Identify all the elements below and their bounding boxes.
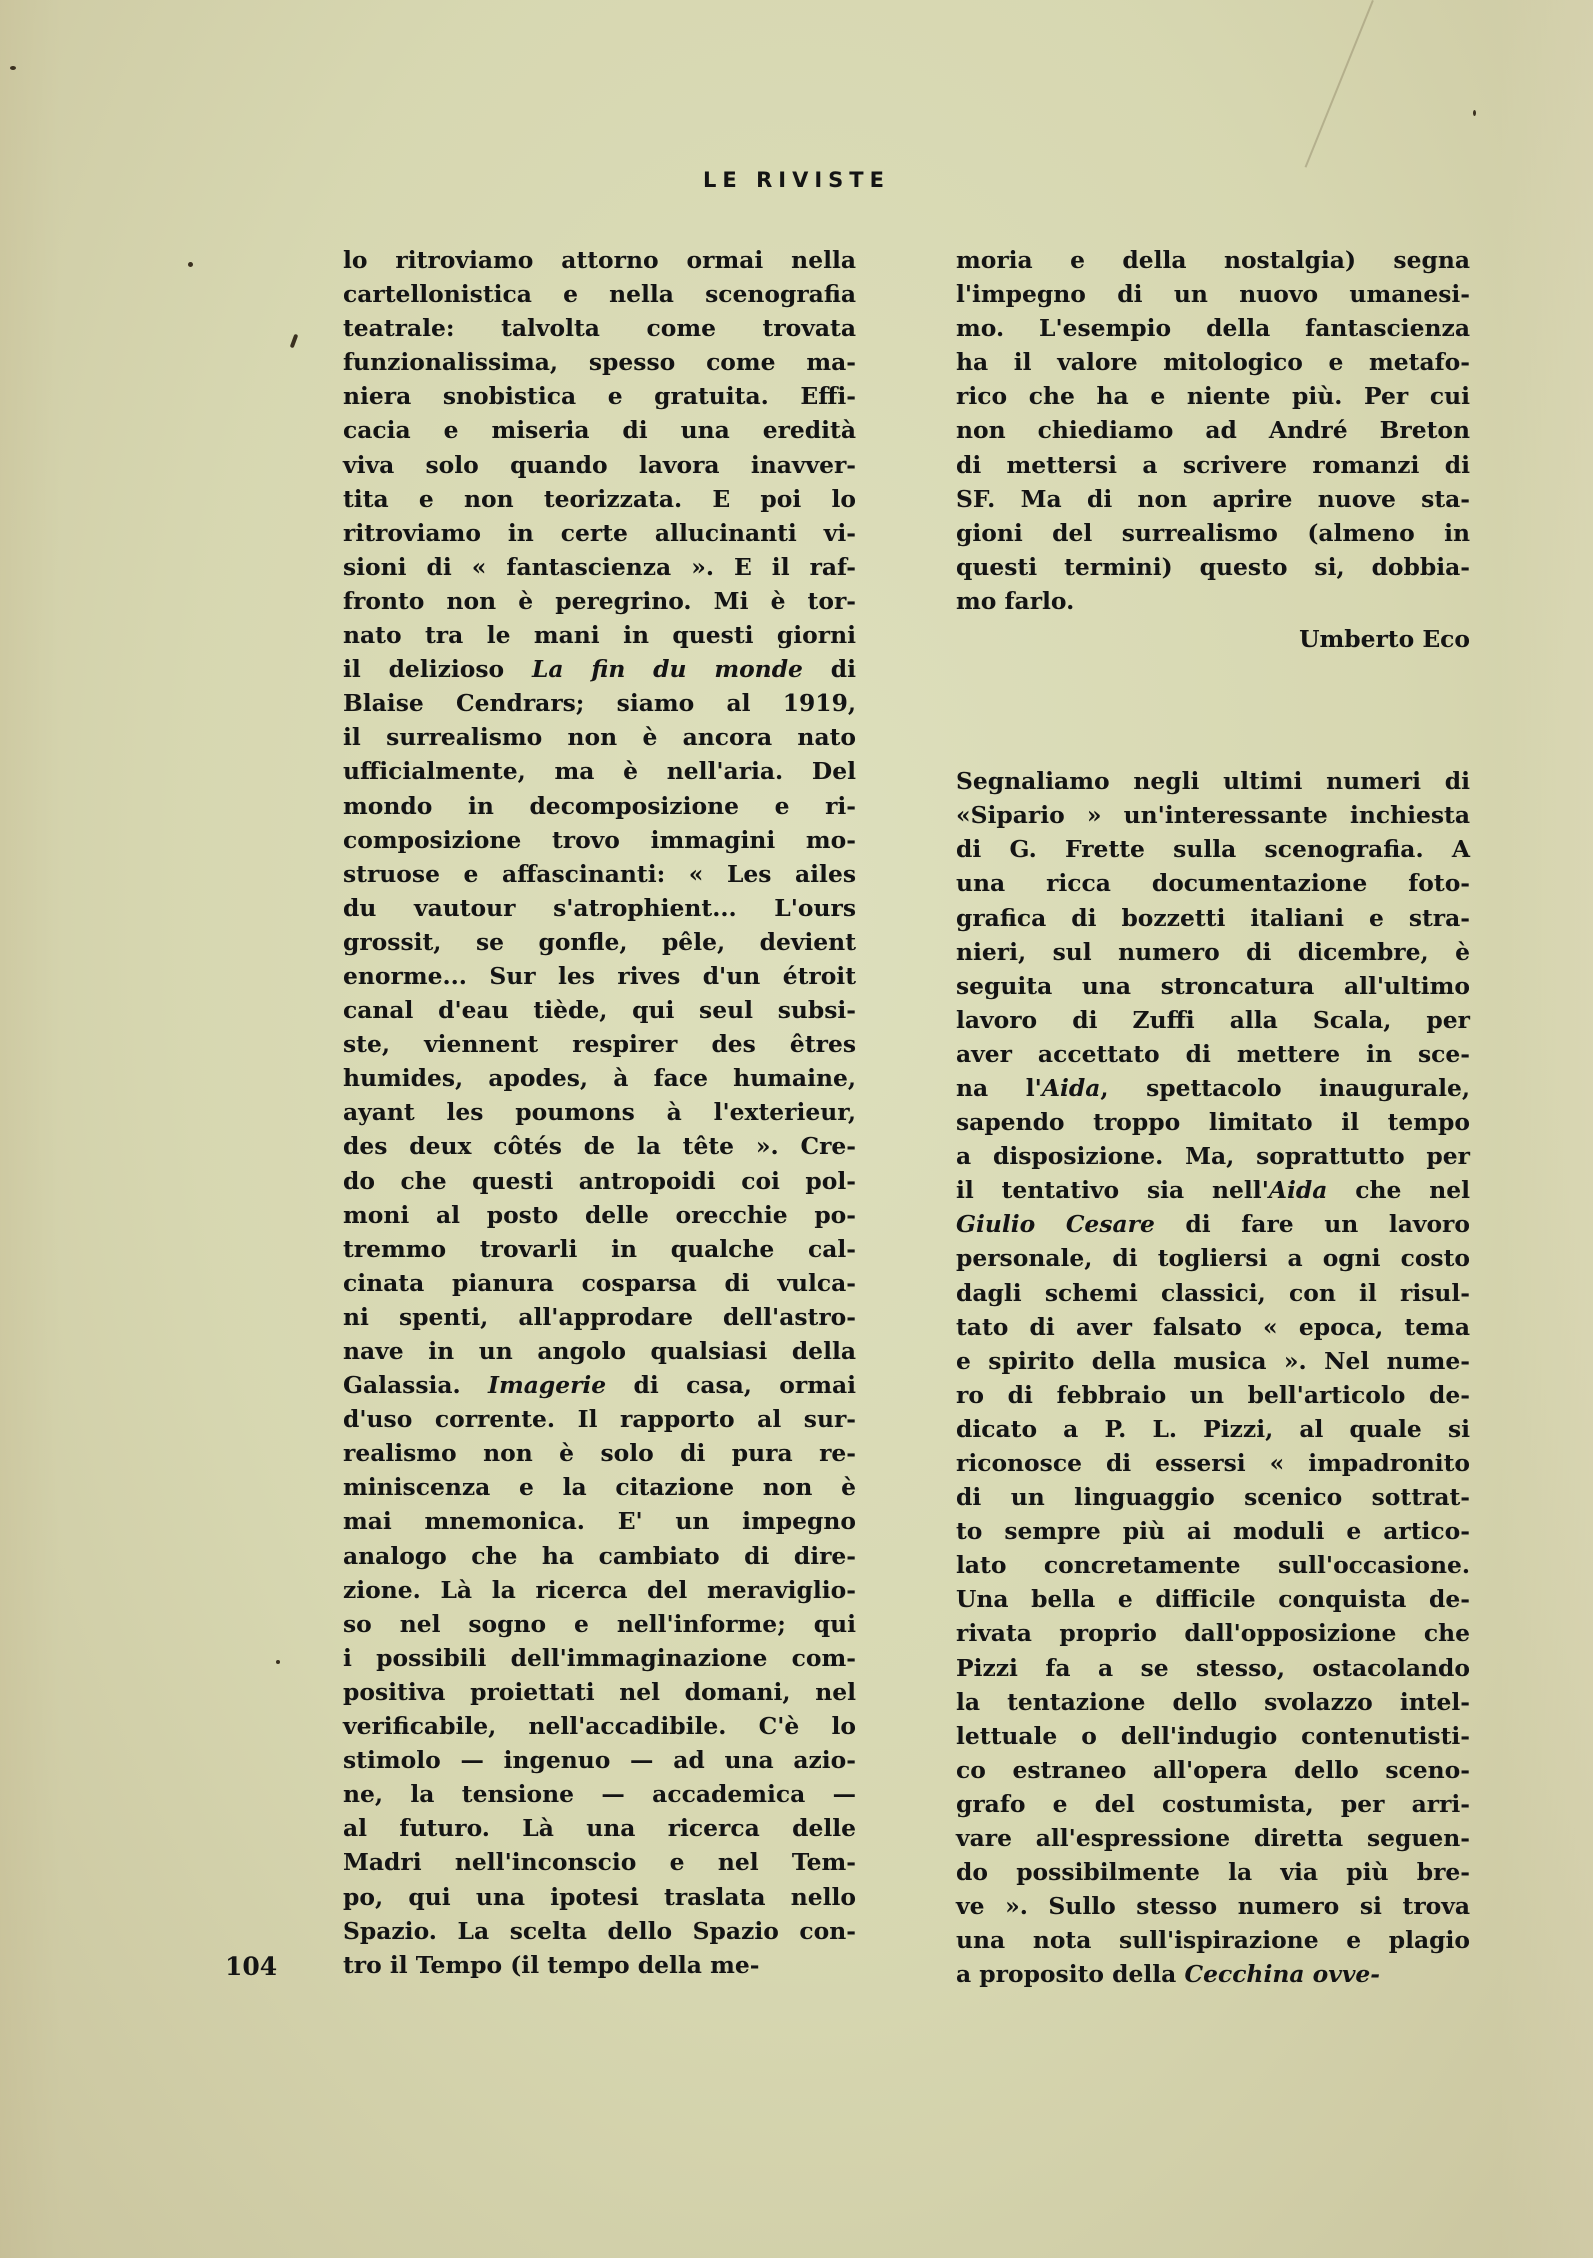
article-separator: [956, 656, 1470, 764]
paper-speck: [276, 1660, 280, 1664]
italic-title: Cecchina ovve-: [1184, 1960, 1381, 1989]
text-line: Blaise Cendrars; siamo al 1919,: [343, 689, 856, 718]
text-line: ro di febbraio un bell'articolo de-: [956, 1380, 1470, 1409]
text-line: rivata proprio dall'opposizione che: [956, 1619, 1470, 1648]
text-line: co estraneo all'opera dello sceno-: [956, 1755, 1470, 1784]
text-line: «Sipario » un'interessante inchiesta: [956, 801, 1470, 830]
text-line: nave in un angolo qualsiasi della: [343, 1337, 856, 1365]
text-line: tro il Tempo (il tempo della me-: [343, 1950, 760, 1979]
text-line: ni spenti, all'approdare dell'astro-: [343, 1302, 856, 1331]
text-line: ufficialmente, ma è nell'aria. Del: [343, 757, 856, 786]
text-line: una nota sull'ispirazione e plagio: [956, 1926, 1470, 1955]
text-line: rico che ha e niente più. Per cui: [956, 382, 1470, 411]
text-line: analogo che ha cambiato di dire-: [343, 1541, 856, 1570]
text-line: personale, di togliersi a ogni costo: [956, 1244, 1470, 1273]
text-line: nato tra le mani in questi giorni: [343, 621, 856, 650]
text-line: la tentazione dello svolazzo intel-: [956, 1687, 1470, 1716]
text-line: a proposito della Cecchina ovve-: [956, 1960, 1381, 1989]
text-line: po, qui una ipotesi traslata nello: [343, 1882, 856, 1911]
text-line: il delizioso La fin du monde di: [343, 655, 856, 684]
italic-title: La fin du monde: [531, 655, 803, 684]
text-line: ritroviamo in certe allucinanti vi-: [343, 518, 856, 547]
text-line: il surrealismo non è ancora nato: [343, 723, 856, 752]
text-line: gioni del surrealismo (almeno in: [956, 518, 1470, 547]
text-line: stimolo — ingenuo — ad una azio-: [343, 1746, 856, 1775]
italic-title: Imagerie: [488, 1371, 607, 1400]
article-sipario-review: [956, 764, 1470, 1991]
text-line: tita e non teorizzata. E poi lo: [343, 484, 856, 513]
text-line: lato concretamente sull'occasione.: [956, 1551, 1470, 1580]
paper-speck: [188, 262, 193, 267]
text-line: cartellonistica e nella scenografia: [343, 280, 856, 309]
text-line: cacia e miseria di una eredità: [343, 416, 856, 445]
text-line: moni al posto delle orecchie po-: [343, 1200, 856, 1229]
text-line: i possibili dell'immaginazione com-: [343, 1643, 856, 1672]
text-line: nieri, sul numero di dicembre, è: [956, 937, 1470, 966]
text-line: tato di aver falsato « epoca, tema: [956, 1312, 1470, 1341]
paper-crease: [1305, 0, 1374, 168]
paper-speck: [1473, 110, 1476, 116]
text-line: niera snobistica e gratuita. Effi-: [343, 382, 856, 411]
text-line: do che questi antropoidi coi pol-: [343, 1166, 856, 1195]
text-line: e spirito della musica ». Nel nume-: [956, 1346, 1470, 1375]
running-title: LE RIVISTE: [703, 168, 890, 192]
text-line: Giulio Cesare di fare un lavoro: [956, 1210, 1470, 1239]
text-line: viva solo quando lavora inavver-: [343, 450, 856, 479]
italic-title: Aida: [1041, 1073, 1101, 1102]
text-line: sapendo troppo limitato il tempo: [956, 1108, 1470, 1137]
text-line: Galassia. Imagerie di casa, ormai: [343, 1371, 856, 1400]
text-line: mai mnemonica. E' un impegno: [343, 1507, 856, 1536]
text-line: mondo in decomposizione e ri-: [343, 791, 856, 820]
text-line: di mettersi a scrivere romanzi di: [956, 450, 1470, 479]
text-line: du vautour s'atrophient... L'ours: [343, 893, 856, 922]
text-line: dagli schemi classici, con il risul-: [956, 1278, 1470, 1307]
text-line: enorme... Sur les rives d'un étroit: [343, 961, 856, 990]
text-line: Segnaliamo negli ultimi numeri di: [956, 767, 1470, 796]
text-line: dicato a P. L. Pizzi, al quale si: [956, 1414, 1470, 1443]
text-line: positiva proiettati nel domani, nel: [343, 1677, 856, 1706]
text-line: fronto non è peregrino. Mi è tor-: [343, 586, 856, 615]
text-line: miniscenza e la citazione non è: [343, 1473, 856, 1502]
text-line: des deux côtés de la tête ». Cre-: [343, 1132, 856, 1161]
text-line: na l'Aida, spettacolo inaugurale,: [956, 1073, 1470, 1102]
text-line: ayant les poumons à l'exterieur,: [343, 1098, 856, 1127]
text-line: a disposizione. Ma, soprattutto per: [956, 1142, 1470, 1171]
text-line: mo farlo.: [956, 586, 1075, 615]
text-line: il tentativo sia nell'Aida che nel: [956, 1176, 1470, 1205]
article-eco-conclusion: [956, 243, 1470, 618]
right-column: [956, 243, 1470, 1992]
text-line: Madri nell'inconscio e nel Tem-: [343, 1848, 856, 1877]
text-line: ha il valore mitologico e metafo-: [956, 348, 1470, 377]
text-line: lavoro di Zuffi alla Scala, per: [956, 1005, 1470, 1034]
text-line: mo. L'esempio della fantascienza: [956, 314, 1470, 343]
text-line: aver accettato di mettere in sce-: [956, 1039, 1470, 1068]
paper-speck: [10, 66, 16, 70]
text-line: l'impegno di un nuovo umanesi-: [956, 280, 1470, 309]
text-line: lettuale o dell'indugio contenutisti-: [956, 1721, 1470, 1750]
text-line: grafo e del costumista, per arri-: [956, 1789, 1470, 1818]
paper-speck: [290, 334, 299, 349]
text-line: non chiediamo ad André Breton: [956, 416, 1470, 445]
text-line: Pizzi fa a se stesso, ostacolando: [956, 1653, 1470, 1682]
text-line: riconosce di essersi « impadronito: [956, 1449, 1470, 1477]
text-line: composizione trovo immagini mo-: [343, 825, 856, 854]
text-line: d'uso corrente. Il rapporto al sur-: [343, 1405, 856, 1434]
text-line: to sempre più ai moduli e artico-: [956, 1517, 1470, 1546]
text-line: questi termini) questo si, dobbia-: [956, 552, 1470, 581]
text-line: teatrale: talvolta come trovata: [343, 314, 856, 343]
text-line: ste, viennent respirer des êtres: [343, 1030, 856, 1059]
left-column: [343, 243, 856, 1982]
page-number: 104: [225, 1952, 278, 1981]
running-header: [0, 168, 1593, 192]
text-line: di G. Frette sulla scenografia. A: [956, 835, 1470, 864]
text-line: so nel sogno e nell'informe; qui: [343, 1609, 856, 1638]
text-line: al futuro. Là una ricerca delle: [343, 1814, 856, 1843]
text-line: Una bella e difficile conquista de-: [956, 1585, 1470, 1614]
text-line: do possibilmente la via più bre-: [956, 1858, 1470, 1887]
text-line: verificabile, nell'accadibile. C'è lo: [343, 1712, 856, 1741]
text-line: sioni di « fantascienza ». E il raf-: [343, 552, 856, 581]
text-line: una ricca documentazione foto-: [956, 869, 1470, 898]
text-line: di un linguaggio scenico sottrat-: [956, 1483, 1470, 1512]
text-line: vare all'espressione diretta seguen-: [956, 1824, 1470, 1853]
text-line: Spazio. La scelta dello Spazio con-: [343, 1916, 856, 1945]
text-line: cinata pianura cosparsa di vulca-: [343, 1268, 856, 1297]
text-line: lo ritroviamo attorno ormai nella: [343, 246, 856, 274]
italic-title: Aida: [1268, 1176, 1328, 1205]
text-line: moria e della nostalgia) segna: [956, 246, 1470, 274]
text-line: grossit, se gonfle, pêle, devient: [343, 927, 856, 956]
text-line: ne, la tensione — accademica —: [343, 1780, 856, 1809]
text-line: grafica di bozzetti italiani e stra-: [956, 903, 1470, 932]
text-line: realismo non è solo di pura re-: [343, 1439, 856, 1468]
author-signature: Umberto Eco: [1299, 625, 1470, 654]
text-line: seguita una stroncatura all'ultimo: [956, 971, 1470, 1000]
text-line: zione. Là la ricerca del meraviglio-: [343, 1575, 856, 1604]
text-line: SF. Ma di non aprire nuove sta-: [956, 484, 1470, 513]
text-line: struose e affascinanti: « Les ailes: [343, 859, 856, 888]
text-line: humides, apodes, à face humaine,: [343, 1064, 856, 1093]
text-line: ve ». Sullo stesso numero si trova: [956, 1892, 1470, 1921]
text-line: canal d'eau tiède, qui seul subsi-: [343, 996, 856, 1025]
italic-title: Giulio Cesare: [956, 1210, 1155, 1239]
text-line: funzionalissima, spesso come ma-: [343, 348, 856, 377]
text-line: tremmo trovarli in qualche cal-: [343, 1234, 856, 1263]
